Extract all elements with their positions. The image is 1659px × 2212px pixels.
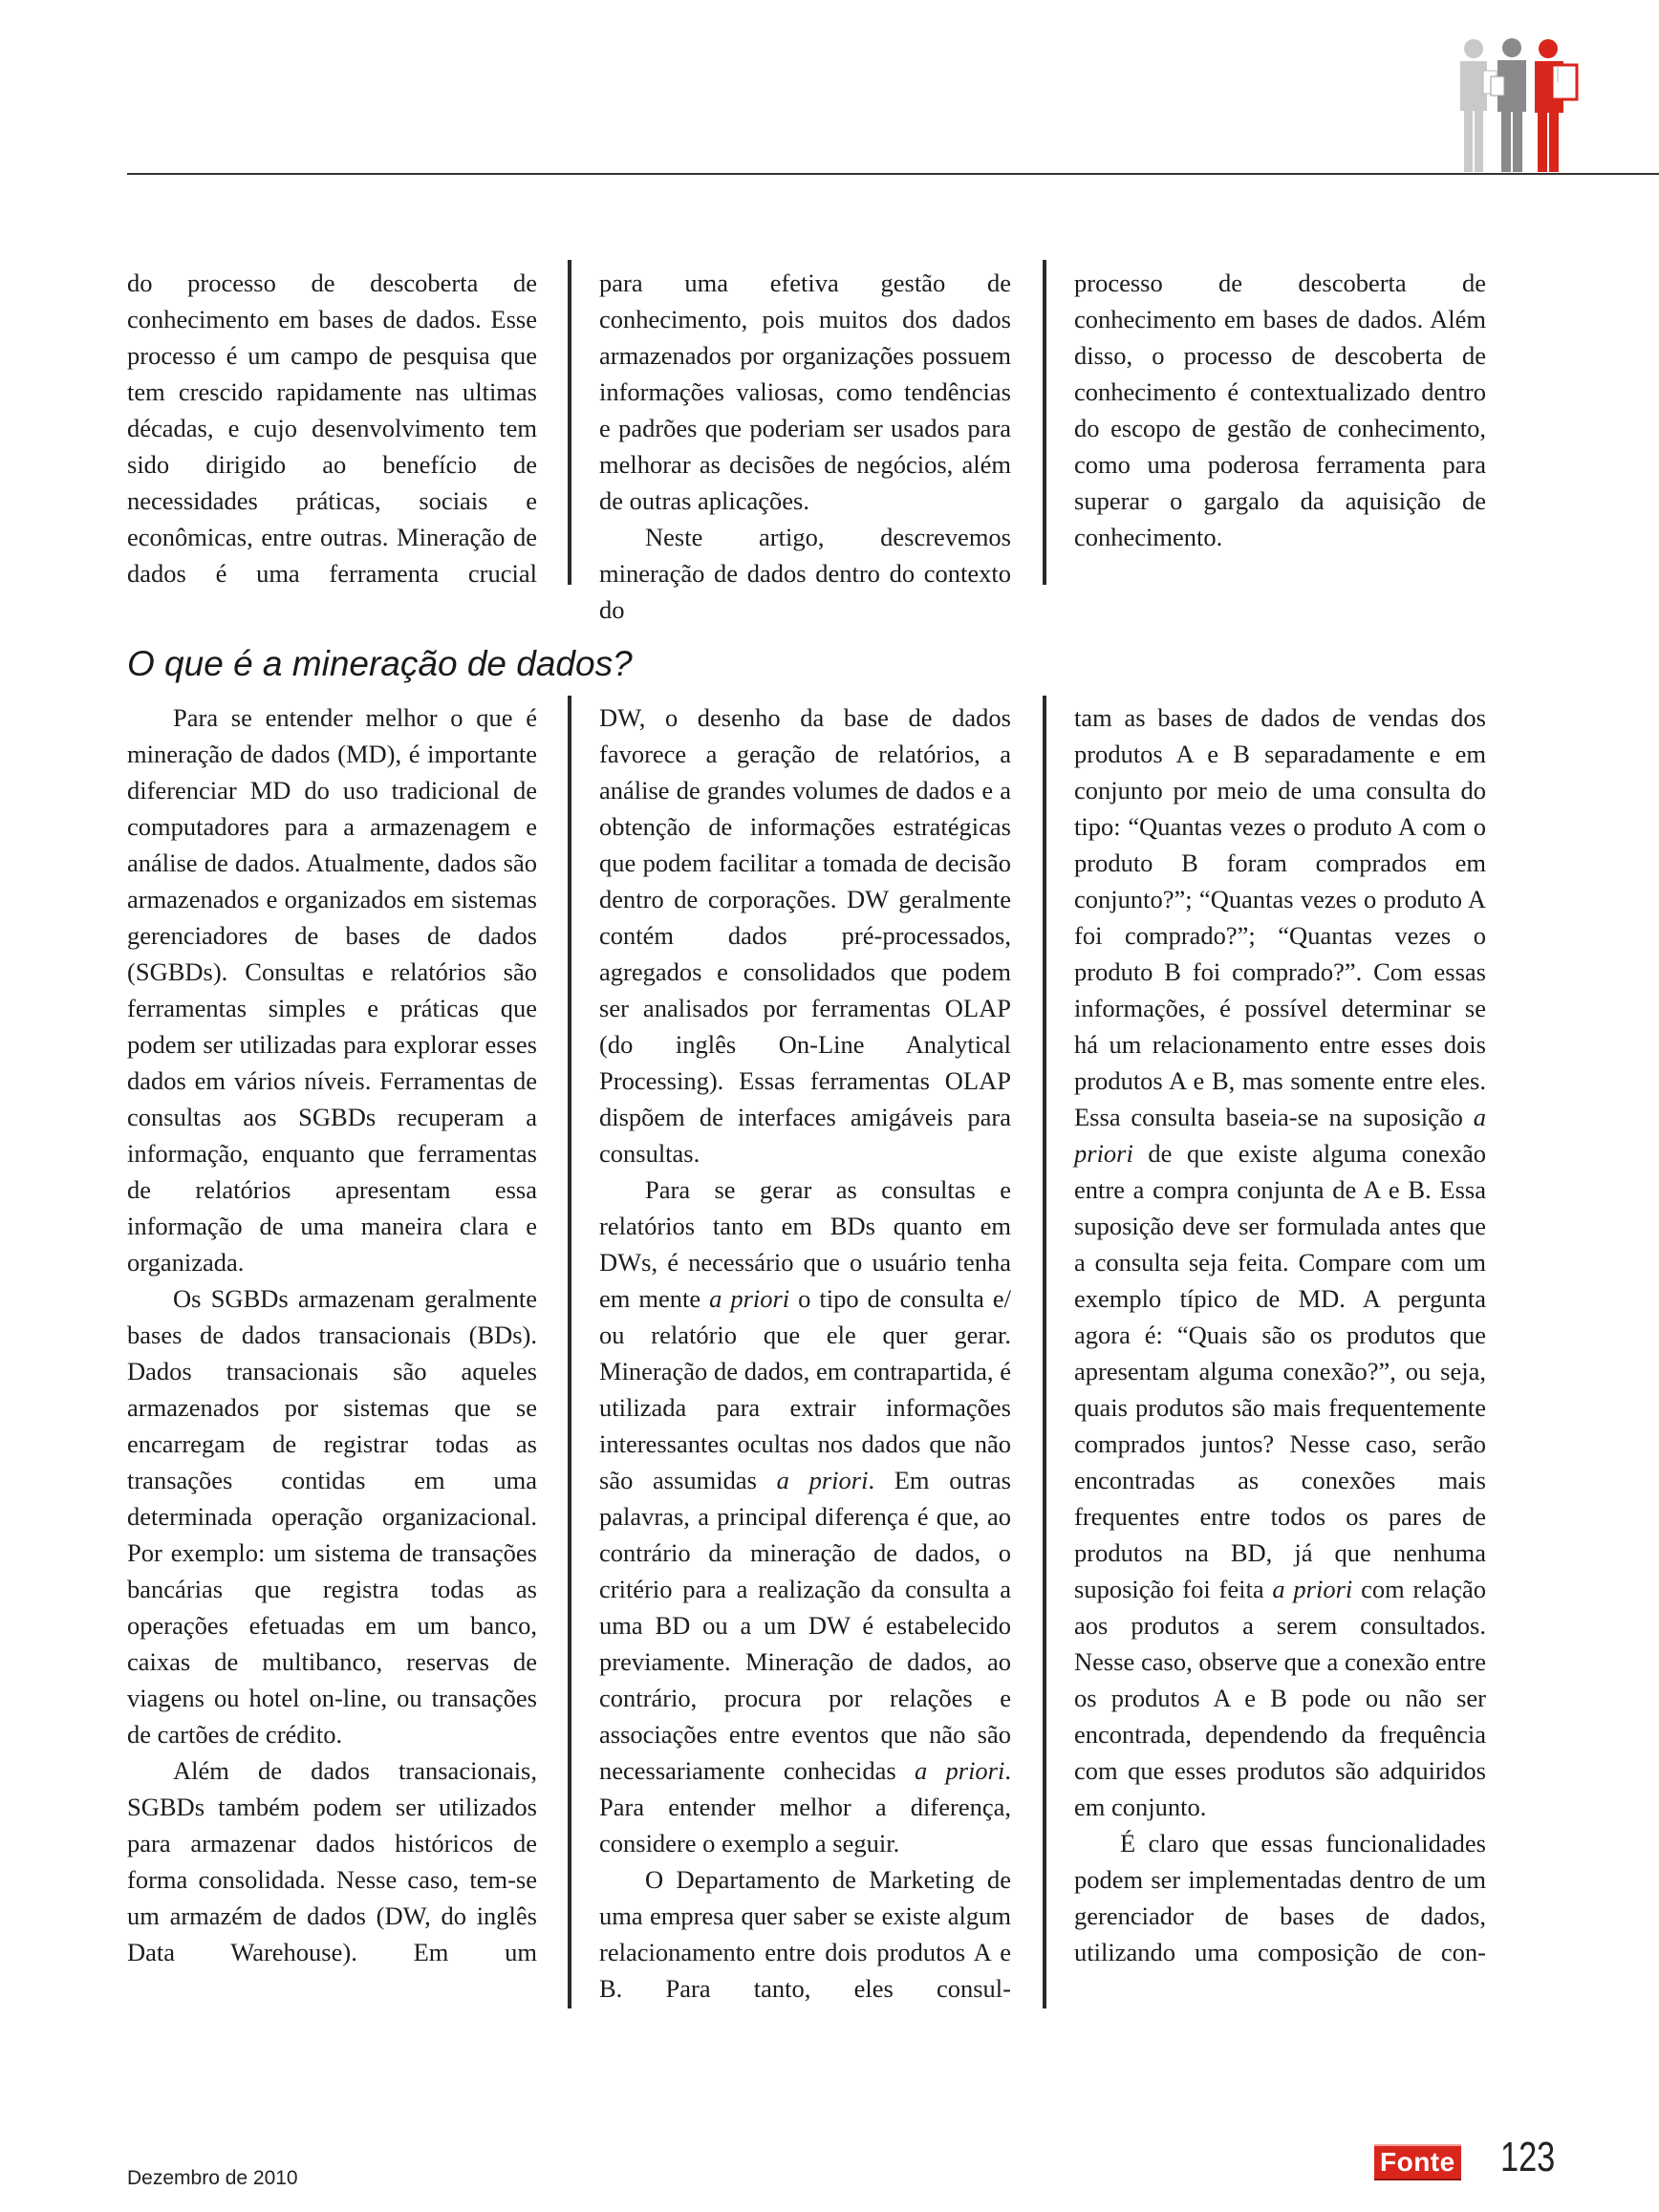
section-col1-paragraph-2: Os SGBDs armazenam geralmente bases de dados transacionais (BDs). Dados transacionais são aqueles armazenados por sistemas que se encarregam de registrar todas as transações contidas em uma determinada operação organizacional. Por exemplo: um sistema de transações bancárias que registra todas as operações efetuadas em um banco, caixas de multibanco, reservas de viagens ou hotel on-line, ou transações de cartões de crédito. bbox=[127, 1284, 537, 1749]
column-divider bbox=[1043, 696, 1046, 2008]
italic-term: a priori bbox=[1074, 1103, 1486, 1168]
text-run: com relação aos produtos a serem consultados. Nesse caso, observe que a conexão entre os produtos A e B pode ou não ser encontrada, dependendo da frequência com que esses produtos são adquiridos em conjunto. bbox=[1074, 1575, 1486, 1821]
column-divider bbox=[568, 260, 571, 585]
three-people-icon bbox=[1445, 38, 1588, 174]
section-column-3 bbox=[1074, 699, 1486, 1970]
italic-term: a priori bbox=[914, 1756, 1005, 1785]
fonte-brand-badge: Fonte bbox=[1374, 2144, 1461, 2180]
text-run: de que existe alguma conexão entre a compra conjunta de A e B. Essa suposição deve ser formulada antes que a consulta seja feita. Compare com um exemplo típico de MD. A pergunta agora é: “Quais são os produtos que apresentam alguma conexão?”, ou seja, quais produtos são mais frequentemente comprados juntos? Nesse caso, serão encontradas as conexões mais frequentes entre todos os pares de produtos na BD, já que nenhuma suposição foi feita bbox=[1074, 1139, 1486, 1603]
intro-col2-paragraph-1: para uma efetiva gestão de conhecimento, pois muitos dos dados armazenados por organizações possuem informações valiosas, como tendências e padrões que poderiam ser usados para melhorar as decisões de negócios, além de outras aplicações. bbox=[599, 268, 1011, 515]
section-col1-paragraph-1: Para se entender melhor o que é mineração de dados (MD), é importante diferenciar MD do uso tradicional de computadores para a armazenagem e análise de dados. Atualmente, dados são armazenados e organizados em sistemas gerenciadores de bases de dados (SGBDs). Consultas e relatórios são ferramentas simples e práticas que podem ser utilizadas para explorar esses dados em vários níveis. Ferramentas de consultas aos SGBDs recuperam a informação, enquanto que ferramentas de relatórios apresentam essa informação de uma maneira clara e organizada. bbox=[127, 703, 537, 1277]
intro-column-3 bbox=[1074, 265, 1486, 555]
header-rule bbox=[127, 173, 1659, 175]
footer-date: Dezembro de 2010 bbox=[127, 2167, 298, 2189]
intro-column-1 bbox=[127, 265, 537, 591]
intro-col1-paragraph: do processo de descoberta de conhecimento em bases de dados. Esse processo é um campo de pesquisa que tem crescido rapidamente nas ultimas décadas, e cujo desenvolvimento tem sido dirigido ao benefício de necessidades práticas, sociais e econômicas, entre outras. Mineração de dados é uma ferramenta crucial bbox=[127, 268, 537, 588]
section-col1-paragraph-3: Além de dados transacionais, SGBDs também podem ser utilizados para armazenar dados históricos de forma consolidada. Nesse caso, tem-se um armazém de dados (DW, do inglês Data Warehouse). Em um bbox=[127, 1756, 537, 1966]
column-divider bbox=[568, 696, 571, 2008]
text-run: . Em outras palavras, a principal diferença é que, ao contrário da mineração de dados, o critério para a realização da consulta a uma BD ou a um DW é estabelecido previamente. Mineração de dados, ao contrário, procura por relações e associações entre eventos que não são necessariamente conhecidas bbox=[599, 1466, 1011, 1785]
intro-col2-paragraph-2: Neste artigo, descrevemos mineração de dados dentro do contexto do bbox=[599, 523, 1011, 624]
italic-term: a priori bbox=[709, 1284, 790, 1313]
section-title: O que é a mineração de dados? bbox=[127, 644, 633, 683]
section-col3-paragraph-1 bbox=[1074, 699, 1486, 1825]
intro-col3-paragraph: processo de descoberta de conhecimento em bases de dados. Além disso, o processo de descoberta de conhecimento é contextualizado dentro do escopo de gestão de conhecimento, como uma poderosa ferramenta para superar o gargalo da aquisição de conhecimento. bbox=[1074, 268, 1486, 551]
section-column-2 bbox=[599, 699, 1011, 2007]
three-people-logo bbox=[1445, 38, 1588, 174]
text-run: o tipo de consulta e/ ou relatório que ele quer gerar. Mineração de dados, em contrapartida, é utilizada para extrair informações interessantes ocultas nos dados que não são assumidas bbox=[599, 1284, 1012, 1494]
intro-column-2 bbox=[599, 265, 1011, 628]
section-col2-paragraph-3: O Departamento de Marketing de uma empresa quer saber se existe algum relacionamento entre dois produtos A e B. Para tanto, eles consul- bbox=[599, 1865, 1011, 2003]
column-divider bbox=[1043, 260, 1046, 585]
section-col2-paragraph-1: DW, o desenho da base de dados favorece a geração de relatórios, a análise de grandes volumes de dados e a obtenção de informações estratégicas que podem facilitar a tomada de decisão dentro de corporações. DW geralmente contém dados pré-processados, agregados e consolidados que podem ser analisados por ferramentas OLAP (do inglês On-Line Analytical Processing). Essas ferramentas OLAP dispõem de interfaces amigáveis para consultas. bbox=[599, 703, 1011, 1168]
italic-term: a priori bbox=[1272, 1575, 1353, 1603]
page-number: 123 bbox=[1500, 2134, 1556, 2180]
text-run: . Para entender melhor a diferença, considere o exemplo a seguir. bbox=[599, 1756, 1011, 1858]
text-run: Para se gerar as consultas e relatórios tanto em BDs quanto em DWs, é necessário que o usuário tenha em mente bbox=[599, 1175, 1011, 1313]
italic-term: a priori bbox=[776, 1466, 869, 1494]
section-col2-paragraph-2 bbox=[599, 1171, 1011, 1861]
section-col3-paragraph-2: É claro que essas funcionalidades podem ser implementadas dentro de um gerenciador de bases de dados, utilizando uma composição de con- bbox=[1074, 1829, 1486, 1966]
section-column-1 bbox=[127, 699, 537, 1970]
text-run: tam as bases de dados de vendas dos produtos A e B separadamente e em conjunto por meio de uma consulta do tipo: “Quantas vezes o produto A com o produto B foram comprados em conjunto?”; “Quantas vezes o produto A foi comprado?”; “Quantas vezes o produto B foi comprado?”. Com essas informações, é possível determinar se há um relacionamento entre esses dois produtos A e B, mas somente entre eles. Essa consulta baseia-se na suposição bbox=[1074, 703, 1486, 1131]
